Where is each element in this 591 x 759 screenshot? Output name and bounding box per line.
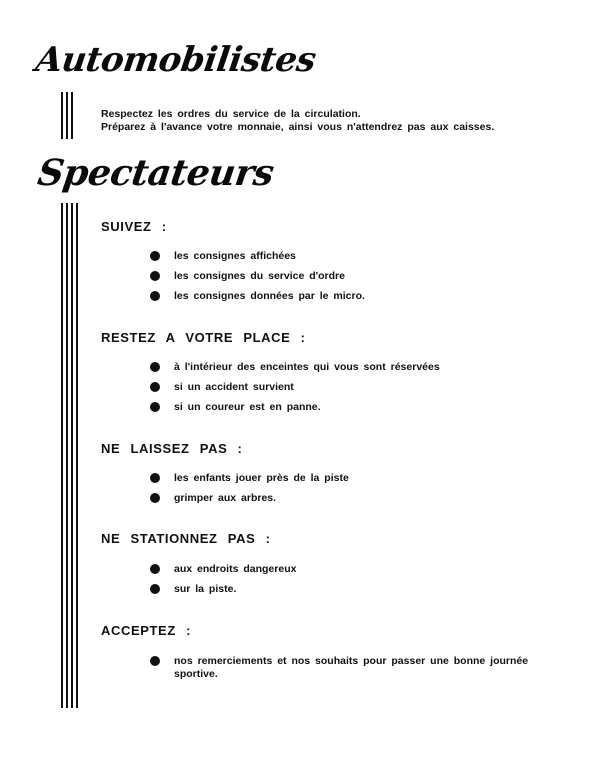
- bullet-icon: [150, 493, 160, 503]
- section-heading-suivez: SUIVEZ :: [101, 219, 167, 234]
- section-list-suivez: [150, 250, 365, 310]
- automobilistes-line: Respectez les ordres du service de la circulation.: [101, 108, 361, 120]
- list-item: [150, 401, 440, 421]
- section-list-ne-stationnez-pas: [150, 563, 296, 603]
- list-item-text: nos remerciements et nos souhaits pour passer une bonne journée sportive.: [174, 655, 529, 680]
- list-item-text: aux endroits dangereux: [174, 563, 297, 575]
- list-item-text: grimper aux arbres.: [174, 492, 277, 504]
- list-item-text: les consignes données par le micro.: [174, 290, 365, 302]
- list-item: [150, 492, 349, 512]
- list-item-text: si un accident survient: [174, 381, 294, 393]
- list-item-text: si un coureur est en panne.: [174, 401, 321, 413]
- list-item: [150, 290, 365, 310]
- list-item-text: les consignes affichées: [174, 250, 296, 262]
- section-heading-ne-laissez-pas: NE LAISSEZ PAS :: [101, 441, 243, 456]
- bullet-icon: [150, 656, 160, 666]
- bullet-icon: [150, 291, 160, 301]
- bullet-icon: [150, 362, 160, 372]
- list-item: [150, 583, 296, 603]
- list-item: [150, 655, 554, 681]
- section-list-restez: [150, 361, 440, 421]
- list-item: [150, 270, 365, 290]
- section-list-ne-laissez-pas: [150, 472, 349, 512]
- spectateurs-side-bars: [61, 203, 78, 708]
- bullet-icon: [150, 382, 160, 392]
- bullet-icon: [150, 271, 160, 281]
- list-item-text: à l'intérieur des enceintes qui vous sont réservées: [174, 361, 440, 373]
- automobilistes-line: Préparez à l'avance votre monnaie, ainsi vous n'attendrez pas aux caisses.: [101, 121, 495, 133]
- list-item: [150, 361, 440, 381]
- bullet-icon: [150, 251, 160, 261]
- list-item-text: les consignes du service d'ordre: [174, 270, 345, 282]
- spectateurs-title: Spectateurs: [35, 152, 277, 194]
- section-heading-acceptez: ACCEPTEZ :: [101, 623, 191, 638]
- bullet-icon: [150, 564, 160, 574]
- automobilistes-text: [101, 108, 494, 134]
- bullet-icon: [150, 473, 160, 483]
- list-item: [150, 563, 296, 583]
- section-list-acceptez: [150, 655, 554, 681]
- automobilistes-side-bars: [61, 92, 73, 139]
- bullet-icon: [150, 402, 160, 412]
- section-heading-restez: RESTEZ A VOTRE PLACE :: [101, 330, 306, 345]
- bullet-icon: [150, 584, 160, 594]
- list-item-text: les enfants jouer près de la piste: [174, 472, 349, 484]
- automobilistes-title: Automobilistes: [33, 40, 319, 80]
- list-item: [150, 381, 440, 401]
- list-item-text: sur la piste.: [174, 583, 237, 595]
- list-item: [150, 250, 365, 270]
- section-heading-ne-stationnez-pas: NE STATIONNEZ PAS :: [101, 531, 271, 546]
- list-item: [150, 472, 349, 492]
